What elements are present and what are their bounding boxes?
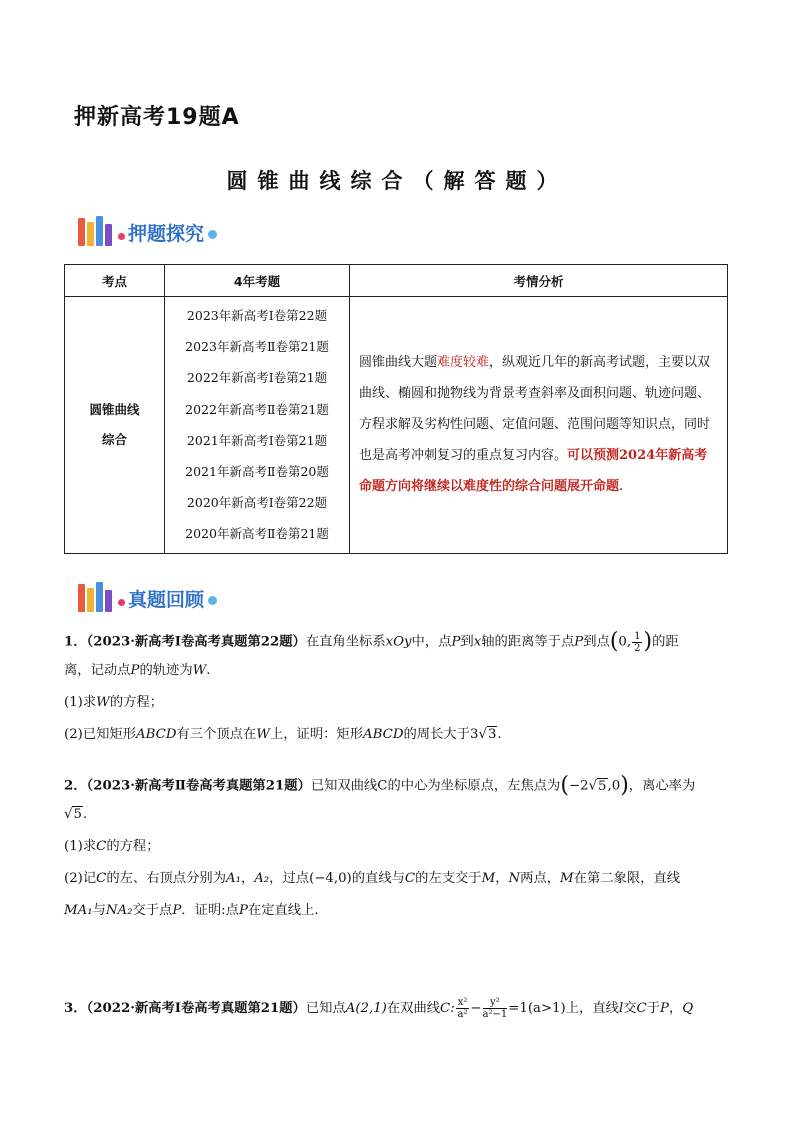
header-topic: 考点 — [65, 265, 165, 297]
question-source: （2023·新高考Ⅰ卷高考真题第22题） — [86, 634, 306, 650]
math-var: P — [238, 902, 248, 918]
subquestion: 的方程； — [109, 694, 163, 710]
fraction-num: y² — [483, 997, 508, 1009]
math-value: − — [470, 1001, 482, 1016]
math-var: l — [618, 1001, 624, 1016]
math-var: xOy — [385, 634, 412, 650]
years-cell — [165, 297, 350, 554]
subquestion: 的方程； — [106, 838, 160, 854]
math-var: C — [96, 838, 107, 854]
subquestion: 上，证明：矩形 — [269, 726, 364, 742]
subquestion: 的左支交于 — [415, 870, 482, 886]
math-var: MA₁ — [64, 902, 93, 918]
dot-icon — [118, 599, 125, 606]
analysis-prediction: 可以预测2024年新高考命题方向将继续以难度性的综合问题展开命题 — [359, 448, 708, 495]
math-radicand: 5 — [73, 806, 82, 822]
math-var: W — [96, 694, 110, 710]
fraction — [456, 997, 470, 1020]
math-var: C — [96, 870, 107, 886]
math-var: A(2,1) — [345, 1001, 387, 1016]
analysis-end: . — [619, 479, 624, 495]
subquestion: (1)求 — [64, 838, 97, 854]
question-text: . — [206, 662, 211, 678]
math-var: M — [481, 870, 496, 886]
math-value: =1(a>1) — [508, 1001, 566, 1016]
subquestion: 交于点 — [132, 902, 173, 918]
math-value: (−4,0) — [309, 870, 352, 886]
question-text: 轴的距离等于点 — [481, 634, 575, 650]
subquestion: (1)求 — [64, 694, 97, 710]
fraction-den: a² — [457, 1009, 468, 1020]
question-text: 离，记动点 — [64, 662, 131, 678]
question-text: 已知双曲线C的中心为坐标原点，左焦点为 — [310, 778, 561, 794]
question-number: 3． — [64, 1001, 87, 1016]
subquestion: (2)已知矩形 — [64, 726, 137, 742]
math-value: −2 — [568, 778, 589, 794]
subquestion: 与 — [92, 902, 106, 918]
question-number: 1． — [64, 634, 87, 650]
math-var: W — [192, 662, 207, 678]
section-title: 真题回顾 — [128, 589, 205, 611]
question-number: 2． — [64, 778, 87, 794]
math-radicand: 5 — [598, 778, 607, 794]
math-var: P — [451, 634, 461, 650]
math-var: W — [256, 726, 270, 742]
table-header-row — [65, 265, 728, 297]
math-var: N — [508, 870, 521, 886]
subquestion: 的直线与 — [351, 870, 405, 886]
analysis-cell — [350, 297, 728, 554]
question-text: 的距 — [652, 634, 679, 650]
subquestion: . — [497, 726, 502, 742]
math-value: 0, — [618, 634, 632, 650]
question-text: ，离心率为 — [628, 778, 696, 794]
books-icon — [78, 582, 112, 612]
math-var: ABCD — [136, 726, 177, 742]
question-text: 到 — [460, 634, 474, 650]
subquestion: ，过点 — [269, 870, 310, 886]
subquestion: 在定直线上. — [247, 902, 319, 918]
question-text: 在双曲线 — [386, 1001, 441, 1016]
subquestion: ．证明:点 — [181, 902, 239, 918]
math-var: ABCD — [363, 726, 404, 742]
math-value: 3 — [469, 726, 479, 742]
dot-icon — [208, 596, 217, 605]
exam-analysis-table — [64, 264, 728, 554]
subquestion: (2)记 — [64, 870, 97, 886]
question-text: 在直角坐标系 — [305, 634, 386, 650]
topic-cell — [65, 297, 165, 554]
books-icon — [78, 216, 112, 246]
subquestion: ， — [240, 870, 255, 886]
header-years: 4年考题 — [165, 265, 350, 297]
year-item: 2022年新高考Ⅱ卷第21题 — [185, 401, 329, 417]
section-title: 押题探究 — [128, 223, 205, 245]
subquestion: 在第二象限，直线 — [573, 870, 681, 886]
main-title: 押新高考19题A — [74, 105, 240, 130]
question-text: 交 — [623, 1001, 637, 1016]
fraction — [632, 631, 642, 654]
math-var: M — [560, 870, 574, 886]
math-var: P — [659, 1001, 669, 1016]
subquestion: 有三个顶点在 — [176, 726, 257, 742]
math-var: P — [574, 634, 584, 650]
analysis-highlight: 难度较难 — [437, 355, 490, 371]
question-text: 中，点 — [411, 634, 452, 650]
math-var: x — [473, 634, 482, 650]
year-item: 2021年新高考Ⅱ卷第20题 — [185, 463, 329, 479]
analysis-text: ，纵观近几年的新高考试题，主要以双曲线、椭圆和抛物线为背景考查斜率及面积问题、轨迹问题、方程求解及劣构性问题、定值问题、范围问题等知识点，同时也是高考冲刺复习的重点复习内容。 — [359, 355, 711, 464]
math-var: P — [172, 902, 182, 918]
question-text: . — [82, 806, 88, 822]
topic-line: 圆锥曲线 — [89, 401, 140, 417]
question-text: 的轨迹为 — [139, 662, 193, 678]
subtitle: 圆锥曲线综合（解答题） — [226, 169, 568, 193]
year-item: 2020年新高考Ⅱ卷第21题 — [185, 526, 329, 542]
question-1: 1．（2023·新高考Ⅰ卷高考真题第22题）在直角坐标系xOy中，点P到x轴的距离等于点P到点(0, $\frac{1}{2}$ )的距 离，记动点P的轨迹为W. (1)求W的方程； (2)已知矩形ABCD有三个顶点在W上，证明：矩形ABCD的周长大于3√3. — [64, 629, 679, 742]
question-text: 已知点 — [305, 1001, 346, 1016]
math-var: P — [130, 662, 140, 678]
subquestion: ， — [495, 870, 509, 886]
year-item: 2021年新高考Ⅰ卷第21题 — [186, 432, 328, 448]
dot-icon — [208, 230, 217, 239]
fraction-num: 1 — [634, 630, 641, 642]
dot-icon — [118, 233, 125, 240]
math-var: C — [404, 870, 416, 886]
section-header-explore — [78, 212, 217, 246]
table-row — [65, 297, 728, 554]
question-2: 2．（2023·新高考Ⅱ卷高考真题第21题）已知双曲线C的中心为坐标原点，左焦点为(−2√5,0)，离心率为 √5. (1)求C的方程； (2)记C的左、右顶点分别为A₁，A₂，过点(−4,0)的直线与C的左支交于M，N两点，M在第二象限，直线 MA₁与NA₂交于点P．证明:点P在定直线上. — [64, 773, 696, 918]
question-source: （2023·新高考Ⅱ卷高考真题第21题） — [86, 778, 311, 794]
math-var: A₁ — [226, 870, 241, 886]
math-var: NA₂ — [105, 902, 133, 918]
analysis-text: 圆锥曲线大题 — [359, 355, 438, 371]
math-var: C — [636, 1001, 647, 1016]
math-value: ,0 — [607, 778, 621, 794]
math-var: C: — [440, 1001, 455, 1016]
math-var: Q — [682, 1001, 694, 1016]
math-var: A₂ — [254, 870, 270, 886]
fraction — [483, 997, 508, 1020]
question-text: 上，直线 — [565, 1001, 619, 1016]
year-item: 2020年新高考Ⅰ卷第22题 — [186, 495, 328, 511]
question-text: ， — [668, 1001, 683, 1016]
year-item: 2022年新高考Ⅰ卷第21题 — [186, 370, 328, 386]
fraction-den: 2 — [634, 642, 641, 654]
question-text: 到点 — [583, 634, 610, 650]
section-header-review — [78, 578, 217, 612]
subquestion: 的左、右顶点分别为 — [106, 870, 226, 886]
question-text: 于 — [646, 1001, 660, 1016]
question-3 — [64, 994, 734, 1024]
math-radicand: 3 — [487, 726, 497, 742]
subquestion: 的周长大于 — [403, 726, 470, 742]
fraction-den: a²−1 — [482, 1009, 508, 1020]
year-item: 2023年新高考Ⅱ卷第21题 — [185, 339, 329, 355]
year-item: 2023年新高考Ⅰ卷第22题 — [186, 308, 328, 323]
question-source: （2022·新高考Ⅰ卷高考真题第21题） — [86, 1001, 306, 1016]
subquestion: 两点， — [520, 870, 561, 886]
fraction-num: x² — [457, 997, 468, 1008]
topic-line: 综合 — [101, 431, 127, 447]
header-analysis: 考情分析 — [350, 265, 728, 297]
